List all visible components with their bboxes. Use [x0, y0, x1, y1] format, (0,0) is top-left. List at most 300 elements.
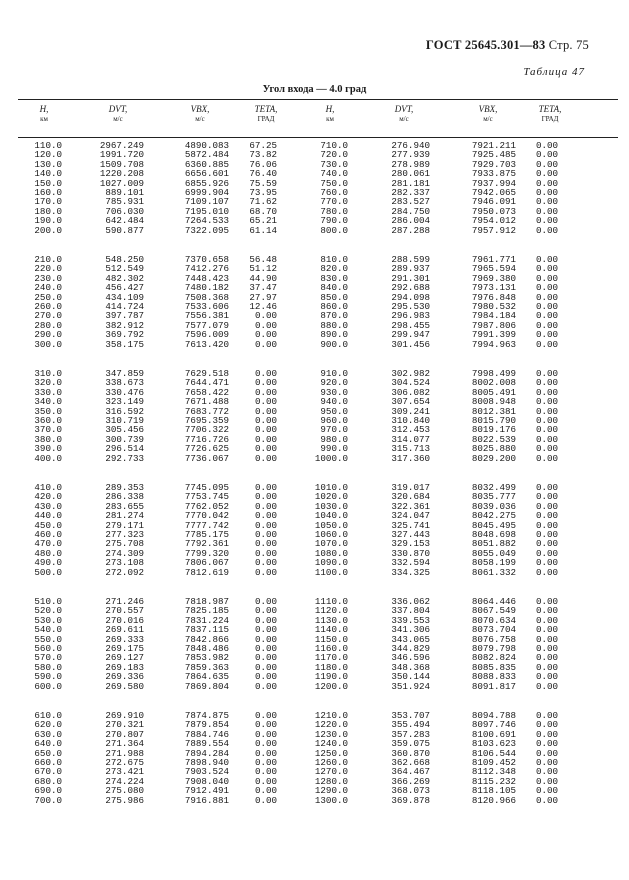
cell-vbx: 7869.804: [184, 680, 229, 692]
cell-vbx: 7736.067: [184, 452, 229, 464]
cell-teta: 0.00: [254, 424, 277, 436]
cell-dvt-right: 288.599: [391, 254, 430, 265]
cell-h-right: 1050.0: [314, 519, 348, 531]
cell-teta: 0.00: [254, 785, 277, 797]
cell-vbx-right: 8029.200: [471, 452, 516, 464]
cell-vbx: 7577.079: [184, 319, 229, 331]
cell-vbx-right: 7921.211: [471, 140, 516, 151]
cell-vbx: 7762.052: [184, 500, 229, 512]
table-row: [0, 388, 629, 397]
cell-vbx: 7831.224: [184, 614, 229, 626]
cell-vbx: 7859.363: [184, 661, 229, 673]
cell-dvt-right: 344.829: [391, 642, 430, 654]
cell-h: 700.0: [34, 794, 62, 806]
table-row: [0, 435, 629, 444]
cell-vbx-right: 8100.691: [471, 728, 516, 740]
cell-h: 670.0: [34, 766, 62, 778]
cell-h: 360.0: [34, 414, 62, 426]
cell-teta-right: 0.00: [535, 168, 558, 180]
cell-teta-right: 0.00: [535, 519, 558, 531]
cell-teta: 0.00: [254, 386, 277, 398]
cell-teta: 0.00: [254, 510, 277, 522]
cell-vbx: 7889.554: [184, 738, 229, 750]
table-subtitle: Угол входа — 4.0 град: [262, 84, 367, 95]
cell-h-right: 1150.0: [314, 633, 348, 645]
cell-h: 650.0: [34, 747, 62, 759]
col-header-dvt-right: [374, 104, 434, 124]
cell-h: 280.0: [34, 319, 62, 331]
cell-teta: 44.90: [249, 272, 277, 284]
cell-teta: 76.40: [249, 168, 277, 180]
cell-teta: 0.00: [254, 557, 277, 569]
cell-vbx-right: 8064.446: [471, 596, 516, 607]
header-rule-top: [18, 99, 618, 100]
row-group: [0, 255, 629, 349]
cell-teta-right: 0.00: [535, 196, 558, 208]
cell-vbx: 5872.484: [184, 149, 229, 161]
cell-vbx-right: 8103.623: [471, 738, 516, 750]
cell-h-right: 1300.0: [314, 794, 348, 806]
cell-dvt-right: 327.443: [391, 528, 430, 540]
cell-h-right: 1190.0: [314, 671, 348, 683]
table-row: [0, 340, 629, 349]
cell-vbx: 7903.524: [184, 766, 229, 778]
cell-teta-right: 0.00: [535, 566, 558, 578]
cell-dvt: 512.549: [105, 263, 144, 275]
cell-dvt: 2967.249: [99, 140, 144, 151]
cell-dvt: 289.353: [105, 482, 144, 493]
cell-dvt-right: 295.530: [391, 300, 430, 312]
cell-teta: 0.00: [254, 538, 277, 550]
cell-h: 510.0: [34, 596, 62, 607]
cell-h-right: 880.0: [320, 319, 348, 331]
cell-teta-right: 0.00: [535, 775, 558, 787]
cell-dvt-right: 312.453: [391, 424, 430, 436]
cell-vbx-right: 7987.806: [471, 319, 516, 331]
cell-dvt: 275.986: [105, 794, 144, 806]
cell-teta-right: 0.00: [535, 368, 558, 379]
cell-vbx-right: 8015.790: [471, 414, 516, 426]
cell-dvt-right: 315.713: [391, 443, 430, 455]
cell-h-right: 1140.0: [314, 624, 348, 636]
cell-dvt-right: 284.750: [391, 205, 430, 217]
cell-h-right: 1170.0: [314, 652, 348, 664]
cell-vbx: 7695.359: [184, 414, 229, 426]
table-row: [0, 169, 629, 178]
cell-dvt: 305.456: [105, 424, 144, 436]
table-row: [0, 255, 629, 264]
cell-teta: 0.00: [254, 747, 277, 759]
cell-dvt-right: 294.098: [391, 291, 430, 303]
cell-vbx-right: 8042.275: [471, 510, 516, 522]
cell-dvt: 292.733: [105, 452, 144, 464]
cell-h: 250.0: [34, 291, 62, 303]
cell-h: 590.0: [34, 671, 62, 683]
cell-vbx: 7799.320: [184, 547, 229, 559]
cell-dvt: 300.739: [105, 433, 144, 445]
cell-vbx: 4890.083: [184, 140, 229, 151]
cell-vbx: 7508.368: [184, 291, 229, 303]
cell-dvt: 330.476: [105, 386, 144, 398]
cell-dvt-right: 276.940: [391, 140, 430, 151]
table-row: [0, 311, 629, 320]
cell-h: 370.0: [34, 424, 62, 436]
cell-teta: 0.00: [254, 405, 277, 417]
row-group: [0, 141, 629, 235]
cell-vbx-right: 7950.073: [471, 205, 516, 217]
cell-teta-right: 0.00: [535, 377, 558, 389]
cell-vbx-right: 7954.012: [471, 215, 516, 227]
cell-vbx-right: 7991.399: [471, 329, 516, 341]
cell-h: 240.0: [34, 282, 62, 294]
cell-vbx-right: 8094.788: [471, 710, 516, 721]
cell-teta: 0.00: [254, 661, 277, 673]
cell-dvt: 271.364: [105, 738, 144, 750]
cell-teta-right: 0.00: [535, 605, 558, 617]
cell-h-right: 960.0: [320, 414, 348, 426]
cell-h-right: 890.0: [320, 329, 348, 341]
cell-h: 530.0: [34, 614, 62, 626]
cell-vbx-right: 8058.199: [471, 557, 516, 569]
cell-teta-right: 0.00: [535, 538, 558, 550]
cell-h-right: 920.0: [320, 377, 348, 389]
cell-teta: 0.00: [254, 433, 277, 445]
cell-h-right: 840.0: [320, 282, 348, 294]
col-header-name: H,: [325, 104, 335, 114]
cell-dvt: 369.792: [105, 329, 144, 341]
cell-dvt: 482.302: [105, 272, 144, 284]
cell-h-right: 740.0: [320, 168, 348, 180]
cell-dvt: 272.675: [105, 756, 144, 768]
col-header-name: VBX,: [478, 104, 498, 114]
cell-teta: 0.00: [254, 547, 277, 559]
cell-vbx: 7480.182: [184, 282, 229, 294]
cell-h: 460.0: [34, 528, 62, 540]
cell-dvt: 269.336: [105, 671, 144, 683]
cell-teta-right: 0.00: [535, 642, 558, 654]
table-row: [0, 321, 629, 330]
cell-vbx: 7879.854: [184, 719, 229, 731]
cell-vbx-right: 8061.332: [471, 566, 516, 578]
cell-h-right: 810.0: [320, 254, 348, 265]
col-header-vbx-right: [458, 104, 518, 124]
col-header-unit: м/с: [483, 115, 493, 123]
cell-vbx: 7195.010: [184, 205, 229, 217]
cell-vbx-right: 8067.549: [471, 605, 516, 617]
cell-vbx-right: 7994.963: [471, 338, 516, 350]
cell-h: 680.0: [34, 775, 62, 787]
cell-vbx: 7818.987: [184, 596, 229, 607]
cell-teta: 61.14: [249, 224, 277, 236]
cell-teta: 71.62: [249, 196, 277, 208]
cell-dvt: 273.421: [105, 766, 144, 778]
cell-h-right: 1260.0: [314, 756, 348, 768]
cell-h-right: 1060.0: [314, 528, 348, 540]
cell-dvt-right: 351.924: [391, 680, 430, 692]
cell-vbx: 7745.095: [184, 482, 229, 493]
cell-vbx: 7412.276: [184, 263, 229, 275]
cell-teta-right: 0.00: [535, 633, 558, 645]
cell-teta: 0.00: [254, 443, 277, 455]
cell-h: 440.0: [34, 510, 62, 522]
cell-dvt-right: 282.337: [391, 186, 430, 198]
cell-teta-right: 0.00: [535, 405, 558, 417]
col-header-vbx: [170, 104, 230, 124]
cell-teta-right: 0.00: [535, 747, 558, 759]
cell-vbx: 7894.284: [184, 747, 229, 759]
cell-dvt: 316.592: [105, 405, 144, 417]
cell-dvt-right: 362.668: [391, 756, 430, 768]
cell-h: 520.0: [34, 605, 62, 617]
cell-dvt: 269.910: [105, 710, 144, 721]
cell-teta: 0.00: [254, 652, 277, 664]
cell-vbx: 7109.107: [184, 196, 229, 208]
cell-vbx-right: 8073.704: [471, 624, 516, 636]
cell-dvt-right: 309.241: [391, 405, 430, 417]
cell-teta: 73.82: [249, 149, 277, 161]
cell-h: 320.0: [34, 377, 62, 389]
row-group: [0, 483, 629, 577]
standard-number: ГОСТ 25645.301—83: [425, 38, 546, 52]
cell-vbx-right: 8088.833: [471, 671, 516, 683]
cell-dvt-right: 341.306: [391, 624, 430, 636]
cell-h-right: 1040.0: [314, 510, 348, 522]
cell-vbx-right: 8120.966: [471, 794, 516, 806]
cell-teta: 51.12: [249, 263, 277, 275]
cell-h-right: 910.0: [320, 368, 348, 379]
cell-teta: 68.70: [249, 205, 277, 217]
cell-dvt: 1509.708: [99, 158, 144, 170]
table-row: [0, 216, 629, 225]
cell-h-right: 1180.0: [314, 661, 348, 673]
cell-dvt: 434.109: [105, 291, 144, 303]
cell-dvt: 281.274: [105, 510, 144, 522]
cell-h: 540.0: [34, 624, 62, 636]
cell-h-right: 1030.0: [314, 500, 348, 512]
cell-dvt-right: 310.840: [391, 414, 430, 426]
table-row: [0, 179, 629, 188]
cell-h: 170.0: [34, 196, 62, 208]
cell-h: 200.0: [34, 224, 62, 236]
cell-teta-right: 0.00: [535, 624, 558, 636]
cell-dvt-right: 325.741: [391, 519, 430, 531]
cell-vbx-right: 8109.452: [471, 756, 516, 768]
cell-dvt-right: 317.360: [391, 452, 430, 464]
table-row: [0, 150, 629, 159]
cell-dvt-right: 314.077: [391, 433, 430, 445]
cell-dvt: 275.080: [105, 785, 144, 797]
cell-h-right: 1210.0: [314, 710, 348, 721]
cell-dvt: 277.323: [105, 528, 144, 540]
cell-dvt: 338.673: [105, 377, 144, 389]
cell-teta: 56.48: [249, 254, 277, 265]
cell-teta: 76.06: [249, 158, 277, 170]
cell-teta: 0.00: [254, 633, 277, 645]
cell-teta: 75.59: [249, 177, 277, 189]
cell-h-right: 950.0: [320, 405, 348, 417]
col-header-h-right: [300, 104, 360, 124]
cell-vbx-right: 7965.594: [471, 263, 516, 275]
cell-teta-right: 0.00: [535, 547, 558, 559]
cell-h: 690.0: [34, 785, 62, 797]
col-header-name: H,: [39, 104, 49, 114]
cell-h: 490.0: [34, 557, 62, 569]
cell-h: 300.0: [34, 338, 62, 350]
cell-vbx: 7706.322: [184, 424, 229, 436]
cell-vbx: 7842.866: [184, 633, 229, 645]
cell-h: 470.0: [34, 538, 62, 550]
cell-vbx-right: 8019.176: [471, 424, 516, 436]
cell-vbx-right: 7957.912: [471, 224, 516, 236]
cell-h: 660.0: [34, 756, 62, 768]
cell-h: 230.0: [34, 272, 62, 284]
cell-dvt: 269.333: [105, 633, 144, 645]
cell-teta-right: 0.00: [535, 710, 558, 721]
table-row: [0, 397, 629, 406]
cell-vbx: 7264.533: [184, 215, 229, 227]
cell-h: 430.0: [34, 500, 62, 512]
cell-vbx-right: 8048.698: [471, 528, 516, 540]
cell-vbx: 7916.881: [184, 794, 229, 806]
cell-h-right: 770.0: [320, 196, 348, 208]
cell-vbx-right: 7937.994: [471, 177, 516, 189]
table-row: [0, 264, 629, 273]
cell-teta: 0.00: [254, 377, 277, 389]
table-body: [0, 141, 629, 825]
cell-teta-right: 0.00: [535, 215, 558, 227]
cell-vbx: 7671.488: [184, 396, 229, 408]
cell-h: 600.0: [34, 680, 62, 692]
cell-dvt-right: 353.707: [391, 710, 430, 721]
cell-vbx: 7683.772: [184, 405, 229, 417]
cell-teta: 73.95: [249, 186, 277, 198]
cell-teta: 0.00: [254, 671, 277, 683]
cell-teta-right: 0.00: [535, 719, 558, 731]
cell-dvt: 296.514: [105, 443, 144, 455]
cell-teta: 0.00: [254, 566, 277, 578]
cell-h: 390.0: [34, 443, 62, 455]
cell-vbx-right: 8082.824: [471, 652, 516, 664]
cell-h-right: 1080.0: [314, 547, 348, 559]
cell-dvt-right: 366.269: [391, 775, 430, 787]
table-row: [0, 568, 629, 577]
cell-h-right: 1090.0: [314, 557, 348, 569]
cell-vbx-right: 8022.539: [471, 433, 516, 445]
cell-dvt-right: 324.047: [391, 510, 430, 522]
cell-teta-right: 0.00: [535, 680, 558, 692]
cell-teta: 67.25: [249, 140, 277, 151]
cell-h: 130.0: [34, 158, 62, 170]
cell-h-right: 1110.0: [314, 596, 348, 607]
cell-dvt: 706.030: [105, 205, 144, 217]
cell-vbx: 7596.009: [184, 329, 229, 341]
cell-dvt-right: 299.947: [391, 329, 430, 341]
cell-dvt-right: 283.527: [391, 196, 430, 208]
col-header-teta-right: [520, 104, 580, 124]
cell-h-right: 1020.0: [314, 491, 348, 503]
cell-h: 340.0: [34, 396, 62, 408]
cell-h: 380.0: [34, 433, 62, 445]
cell-h-right: 1280.0: [314, 775, 348, 787]
cell-dvt-right: 368.073: [391, 785, 430, 797]
cell-dvt: 279.171: [105, 519, 144, 531]
cell-dvt: 269.611: [105, 624, 144, 636]
cell-vbx: 7658.422: [184, 386, 229, 398]
cell-vbx: 7874.875: [184, 710, 229, 721]
cell-h-right: 730.0: [320, 158, 348, 170]
cell-h: 500.0: [34, 566, 62, 578]
cell-teta: 0.00: [254, 605, 277, 617]
cell-teta-right: 0.00: [535, 282, 558, 294]
cell-h-right: 830.0: [320, 272, 348, 284]
row-group: [0, 369, 629, 463]
cell-h-right: 940.0: [320, 396, 348, 408]
cell-dvt: 270.807: [105, 728, 144, 740]
cell-dvt-right: 291.301: [391, 272, 430, 284]
cell-vbx-right: 7933.875: [471, 168, 516, 180]
col-header-name: ТЕТА,: [538, 104, 562, 114]
table-row: [0, 302, 629, 311]
cell-h-right: 1290.0: [314, 785, 348, 797]
col-header-unit: км: [40, 115, 48, 123]
table-row: [0, 188, 629, 197]
cell-dvt-right: 329.153: [391, 538, 430, 550]
table-row: [0, 407, 629, 416]
table-row: [0, 416, 629, 425]
cell-teta: 0.00: [254, 680, 277, 692]
cell-vbx-right: 8005.491: [471, 386, 516, 398]
cell-h-right: 800.0: [320, 224, 348, 236]
cell-vbx: 7912.491: [184, 785, 229, 797]
cell-teta: 0.00: [254, 329, 277, 341]
cell-h: 630.0: [34, 728, 62, 740]
col-header-unit: м/с: [195, 115, 205, 123]
cell-dvt-right: 322.361: [391, 500, 430, 512]
cell-h: 220.0: [34, 263, 62, 275]
cell-vbx: 7792.361: [184, 538, 229, 550]
cell-h: 620.0: [34, 719, 62, 731]
cell-dvt: 273.108: [105, 557, 144, 569]
cell-h: 570.0: [34, 652, 62, 664]
cell-dvt: 642.484: [105, 215, 144, 227]
cell-h-right: 850.0: [320, 291, 348, 303]
cell-vbx-right: 8032.499: [471, 482, 516, 493]
cell-teta-right: 0.00: [535, 510, 558, 522]
cell-dvt: 1220.208: [99, 168, 144, 180]
table-label: Таблица 47: [523, 66, 585, 78]
cell-dvt-right: 336.062: [391, 596, 430, 607]
cell-dvt: 1991.720: [99, 149, 144, 161]
cell-vbx-right: 8115.232: [471, 775, 516, 787]
cell-h-right: 1160.0: [314, 642, 348, 654]
table-row: [0, 425, 629, 434]
cell-teta-right: 0.00: [535, 652, 558, 664]
cell-vbx: 7908.040: [184, 775, 229, 787]
cell-teta-right: 0.00: [535, 756, 558, 768]
cell-teta-right: 0.00: [535, 158, 558, 170]
cell-teta-right: 0.00: [535, 614, 558, 626]
page-header: [426, 38, 589, 53]
cell-h-right: 1250.0: [314, 747, 348, 759]
cell-dvt: 283.655: [105, 500, 144, 512]
cell-vbx: 7370.658: [184, 254, 229, 265]
cell-teta: 0.00: [254, 642, 277, 654]
cell-dvt-right: 334.325: [391, 566, 430, 578]
cell-h: 330.0: [34, 386, 62, 398]
cell-teta-right: 0.00: [535, 433, 558, 445]
cell-dvt-right: 280.061: [391, 168, 430, 180]
cell-teta-right: 0.00: [535, 177, 558, 189]
